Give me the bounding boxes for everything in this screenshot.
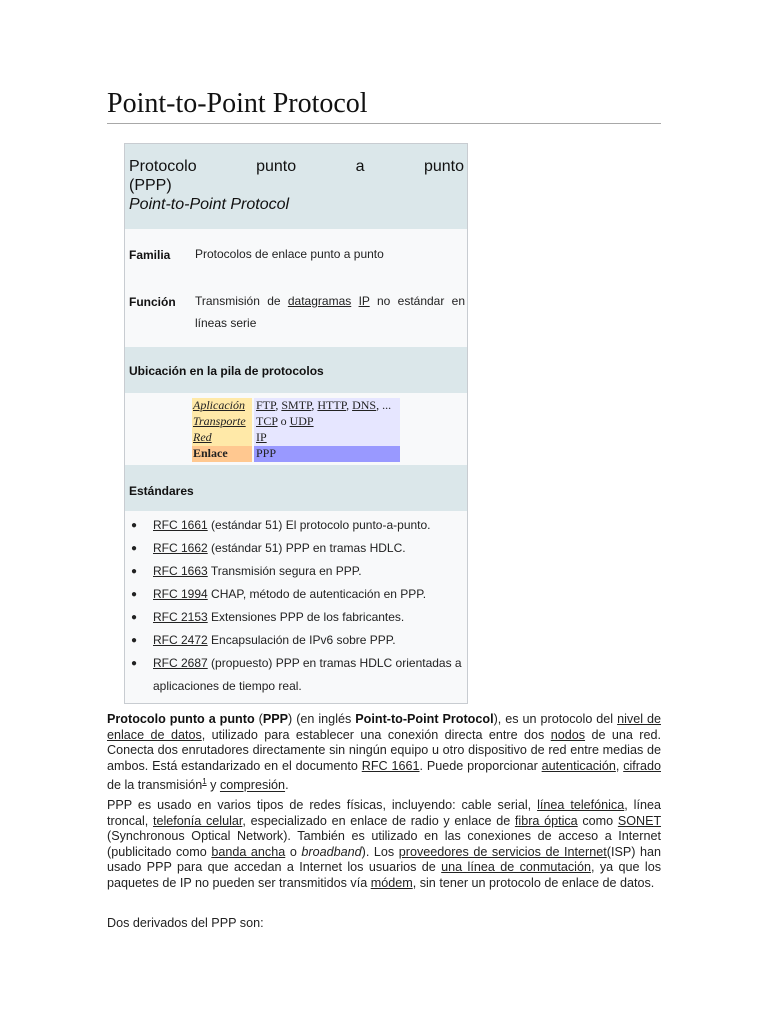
stack-protocols-current: PPP	[254, 446, 400, 462]
standard-desc: (estándar 51) PPP en tramas HDLC.	[207, 541, 406, 555]
text: , sin tener un protocolo de enlace de datos.	[412, 875, 655, 890]
link-rfc[interactable]: RFC 1994	[153, 587, 208, 601]
infobox-title: Protocolo punto a punto	[129, 158, 464, 175]
link-fibra-optica[interactable]: fibra óptica	[514, 813, 578, 828]
link-compresion[interactable]: compresión	[219, 778, 286, 793]
standard-desc: (propuesto) PPP en tramas HDLC orientadas a aplicaciones de tiempo real.	[153, 656, 462, 693]
link-red[interactable]: Red	[193, 430, 212, 444]
link-modem[interactable]: módem	[370, 875, 413, 890]
link-cifrado[interactable]: cifrado	[623, 758, 661, 773]
standard-desc: Extensiones PPP de los fabricantes.	[207, 610, 405, 624]
standard-desc: (estándar 51) El protocolo punto-a-punto.	[207, 518, 431, 532]
link-rfc[interactable]: RFC 2687	[153, 656, 208, 670]
link-rfc-1661[interactable]: RFC 1661	[361, 758, 420, 773]
bold-term: PPP	[262, 712, 289, 726]
ubicacion-label: Ubicación en la pila de protocolos	[129, 364, 324, 378]
link-nodos[interactable]: nodos	[550, 727, 586, 742]
link-linea-telefonica[interactable]: línea telefónica	[537, 798, 625, 812]
text: (Synchronous Optical Network). También es utilizado en las conexiones de acceso a Internet (publicitado como	[107, 829, 661, 859]
list-item	[125, 537, 467, 560]
text: ), es un protocolo del	[493, 712, 618, 726]
paragraph-intro	[107, 712, 661, 794]
stack-row	[192, 398, 402, 414]
link-rfc[interactable]: RFC 1662	[153, 541, 208, 555]
text: , línea troncal,	[107, 798, 661, 828]
text: . Puede proporcionar	[419, 758, 542, 773]
list-item	[125, 583, 467, 606]
infobox-title-abbrev: (PPP)	[129, 177, 172, 194]
link-rfc[interactable]: RFC 2153	[153, 610, 208, 624]
link-transporte[interactable]: Transporte	[193, 414, 246, 428]
link-linea-conmutacion[interactable]: una línea de conmutación	[441, 860, 591, 875]
title-divider	[107, 123, 661, 124]
link-nivel-enlace[interactable]: nivel de enlace de datos	[107, 712, 661, 742]
list-item	[125, 629, 467, 652]
text: ) (en inglés	[288, 712, 356, 726]
funcion-label: Función	[129, 295, 176, 309]
stack-layer-current: Enlace	[192, 446, 252, 462]
stack-protocols: FTP, SMTP, HTTP, DNS, ...	[254, 398, 400, 414]
list-item	[125, 560, 467, 583]
funcion-value	[195, 290, 465, 334]
stack-layer[interactable]	[192, 398, 252, 414]
link-autenticacion[interactable]: autenticación	[541, 758, 616, 773]
footnote-ref[interactable]: 1	[202, 777, 207, 787]
link-datagramas[interactable]: datagramas	[287, 294, 352, 308]
infobox-header	[125, 144, 467, 229]
standards-list	[125, 514, 467, 698]
text: PPP es usado en varios tipos de redes físicas, incluyendo: cable serial,	[107, 798, 538, 812]
link-ip-stack[interactable]: IP	[256, 430, 267, 444]
list-item	[125, 606, 467, 629]
bullet-icon: ●	[131, 612, 138, 623]
link-http[interactable]: HTTP	[317, 398, 347, 412]
list-item	[125, 514, 467, 537]
link-telefonia-celular[interactable]: telefonía celular	[152, 813, 243, 828]
link-rfc[interactable]: RFC 2472	[153, 633, 208, 647]
stack-row	[192, 414, 402, 430]
stack-joiner: o	[277, 414, 290, 428]
text: como	[577, 813, 618, 828]
infobox-row-funcion	[125, 281, 467, 347]
stack-ellipsis: ...	[382, 398, 392, 412]
text: (ISP) han usado PPP para que accedan a Internet los usuarios de	[107, 844, 662, 875]
link-isp[interactable]: proveedores de servicios de Internet	[398, 844, 607, 859]
text: ,	[615, 758, 624, 773]
paragraph-derivados: Dos derivados del PPP son:	[107, 916, 264, 930]
stack-layer[interactable]	[192, 430, 252, 446]
link-rfc[interactable]: RFC 1663	[153, 564, 208, 578]
bullet-icon: ●	[131, 520, 138, 531]
paragraph-usage	[107, 798, 661, 892]
estandares-label: Estándares	[129, 484, 194, 498]
protocol-stack	[192, 398, 402, 462]
infobox-section-ubicacion	[125, 347, 467, 393]
text: de una red. Conecta dos enrutadores directamente sin ningún equipo u otro dispositivo de red entre medias de ambos. Está estandarizado en el documento	[107, 727, 661, 773]
italic-term: broadband	[301, 844, 362, 859]
text: , especializado en enlace de radio y enlace de	[242, 813, 515, 828]
bullet-icon: ●	[131, 589, 138, 600]
stack-protocols	[254, 414, 400, 430]
text: .	[285, 778, 289, 793]
familia-label: Familia	[129, 248, 171, 262]
link-ftp[interactable]: FTP	[256, 398, 276, 412]
stack-protocols	[254, 430, 400, 446]
infobox-subtitle: Point-to-Point Protocol	[129, 196, 290, 213]
text: o	[285, 844, 302, 859]
bold-term: Protocolo punto a punto	[107, 712, 255, 726]
infobox-section-estandares	[125, 465, 467, 511]
link-ip[interactable]: IP	[358, 294, 370, 308]
page-title: Point-to-Point Protocol	[107, 88, 368, 119]
text: , utilizado para establecer una conexión directa entre dos	[201, 727, 551, 742]
bold-term: Point-to-Point Protocol	[355, 712, 494, 726]
funcion-text: Transmisión de	[195, 294, 288, 308]
list-item	[125, 652, 467, 698]
link-aplicacion[interactable]: Aplicación	[193, 398, 245, 412]
link-tcp[interactable]: TCP	[256, 414, 278, 428]
bullet-icon: ●	[131, 566, 138, 577]
text: (	[254, 712, 263, 726]
bullet-icon: ●	[131, 543, 138, 554]
text: y	[206, 778, 220, 793]
infobox-row-familia	[125, 229, 467, 281]
link-smtp[interactable]: SMTP	[281, 398, 312, 412]
standard-desc: CHAP, método de autenticación en PPP.	[207, 587, 427, 601]
text: ). Los	[361, 844, 399, 859]
bullet-icon: ●	[131, 635, 138, 646]
link-rfc[interactable]: RFC 1661	[153, 518, 208, 532]
bullet-icon: ●	[131, 658, 138, 669]
stack-row	[192, 446, 402, 462]
stack-layer[interactable]	[192, 414, 252, 430]
text: de la transmisión	[107, 778, 203, 793]
funcion-text-rest: no estándar en líneas serie	[195, 294, 465, 330]
infobox	[124, 143, 468, 704]
link-sonet[interactable]: SONET	[617, 813, 662, 828]
standard-desc: Transmisión segura en PPP.	[207, 564, 362, 578]
familia-value: Protocolos de enlace punto a punto	[195, 247, 384, 261]
link-dns[interactable]: DNS	[352, 398, 377, 412]
text: , ya que los paquetes de IP no pueden ser transmitidos vía	[107, 860, 661, 890]
standard-desc: Encapsulación de IPv6 sobre PPP.	[207, 633, 396, 647]
link-udp[interactable]: UDP	[289, 414, 314, 428]
stack-row	[192, 430, 402, 446]
link-banda-ancha[interactable]: banda ancha	[211, 844, 286, 859]
